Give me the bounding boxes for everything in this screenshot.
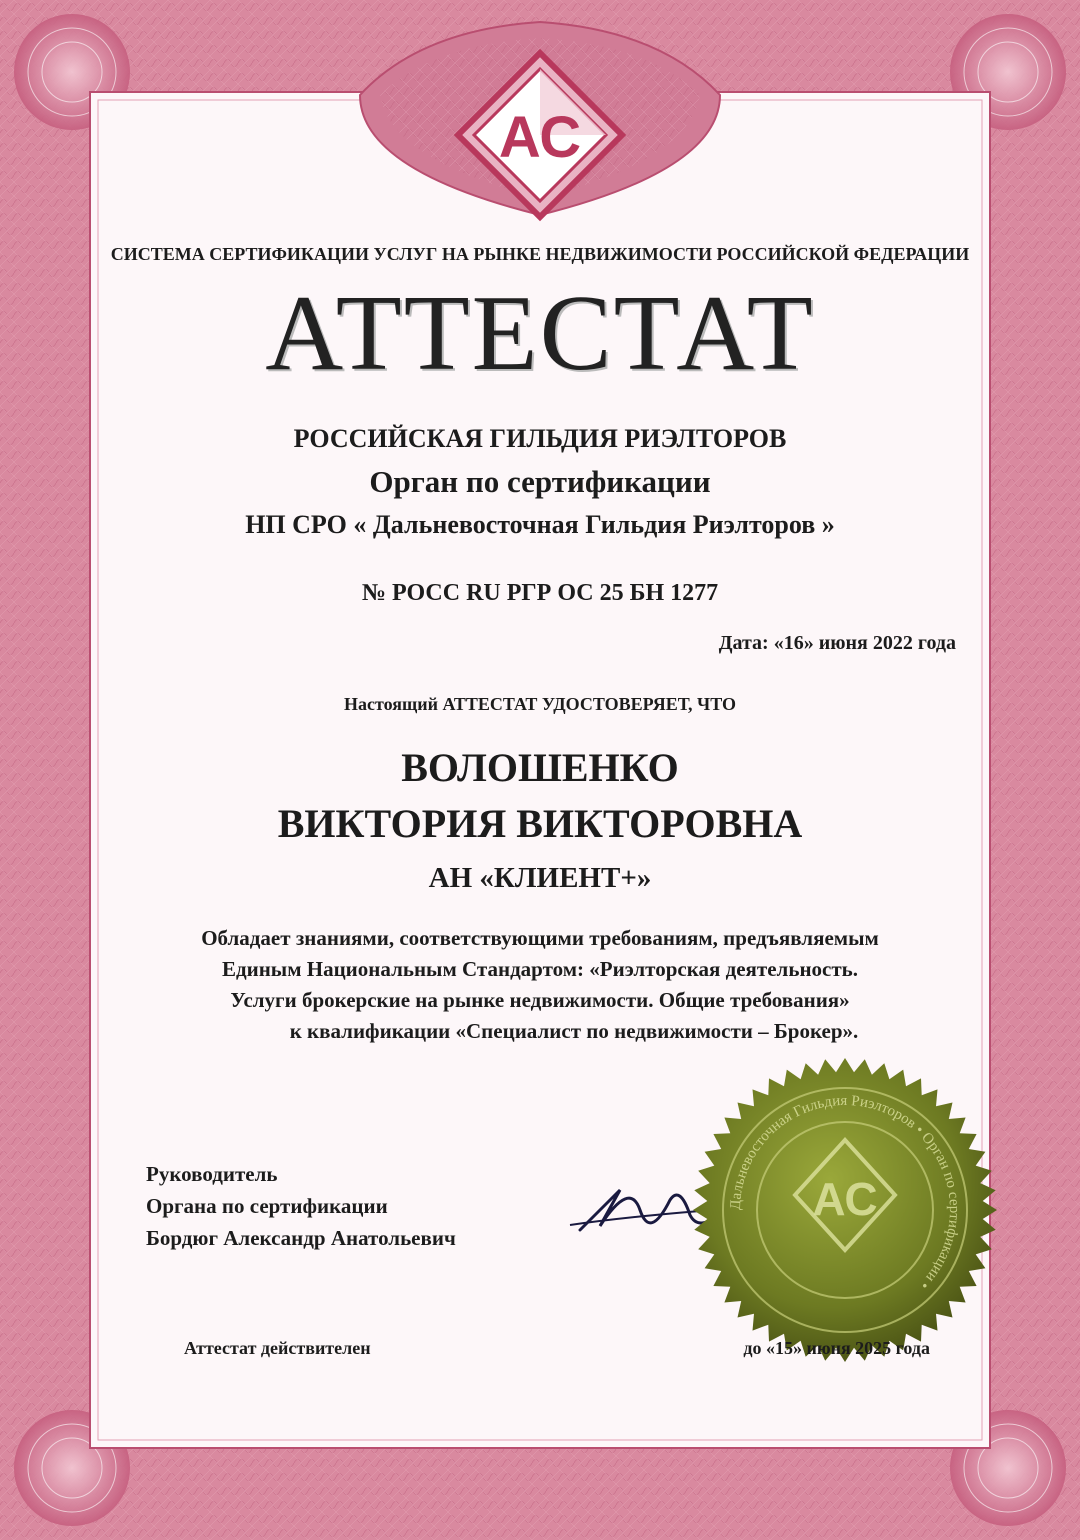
certification-system: СИСТЕМА СЕРТИФИКАЦИИ УСЛУГ НА РЫНКЕ НЕДВИЖИМОСТИ РОССИЙСКОЙ ФЕДЕРАЦИИ [110,244,970,264]
seal-ring-text: Дальневосточная Гильдия Риэлторов • Орган по сертификации • [727,1092,963,1293]
statement-line-1: Обладает знаниями, соответствующими требованиям, предъявляемым [201,926,879,950]
statement-line-4: к квалификации «Специалист по недвижимости – Брокер». [289,1019,859,1043]
holder-surname: ВОЛОШЕНКО [401,745,679,790]
embossed-seal [690,1055,1000,1365]
certifies-line: Настоящий АТТЕСТАТ УДОСТОВЕРЯЕТ, ЧТО [344,694,736,714]
logo-letters: АС [498,105,582,170]
validity-until: до «15» июня 2025 года [743,1338,930,1358]
signatory-title-1: Руководитель [146,1162,278,1186]
rgr-logo [450,45,630,225]
signatory-name: Бордюг Александр Анатольевич [146,1226,456,1250]
seal-letters: АС [812,1173,878,1225]
guild-name: РОССИЙСКАЯ ГИЛЬДИЯ РИЭЛТОРОВ [293,424,787,453]
signatory-title-2: Органа по сертификации [146,1194,388,1218]
statement-line-2: Единым Национальным Стандартом: «Риэлторская деятельность. [221,957,859,981]
certification-body: Орган по сертификации [369,464,711,499]
holder-given-names: ВИКТОРИЯ ВИКТОРОВНА [277,801,803,846]
page-title: АТТЕСТАТ [265,274,815,393]
validity-label: Аттестат действителен [184,1338,371,1358]
statement-line-3: Услуги брокерские на рынке недвижимости. Общие требования» [230,988,850,1012]
certificate-number: № РОСС RU РГР ОС 25 БН 1277 [361,580,719,606]
organization-name: НП СРО « Дальневосточная Гильдия Риэлторов » [245,510,835,539]
issue-date: Дата: «16» июня 2022 года [718,632,956,654]
holder-agency: АН «КЛИЕНТ+» [428,862,652,894]
